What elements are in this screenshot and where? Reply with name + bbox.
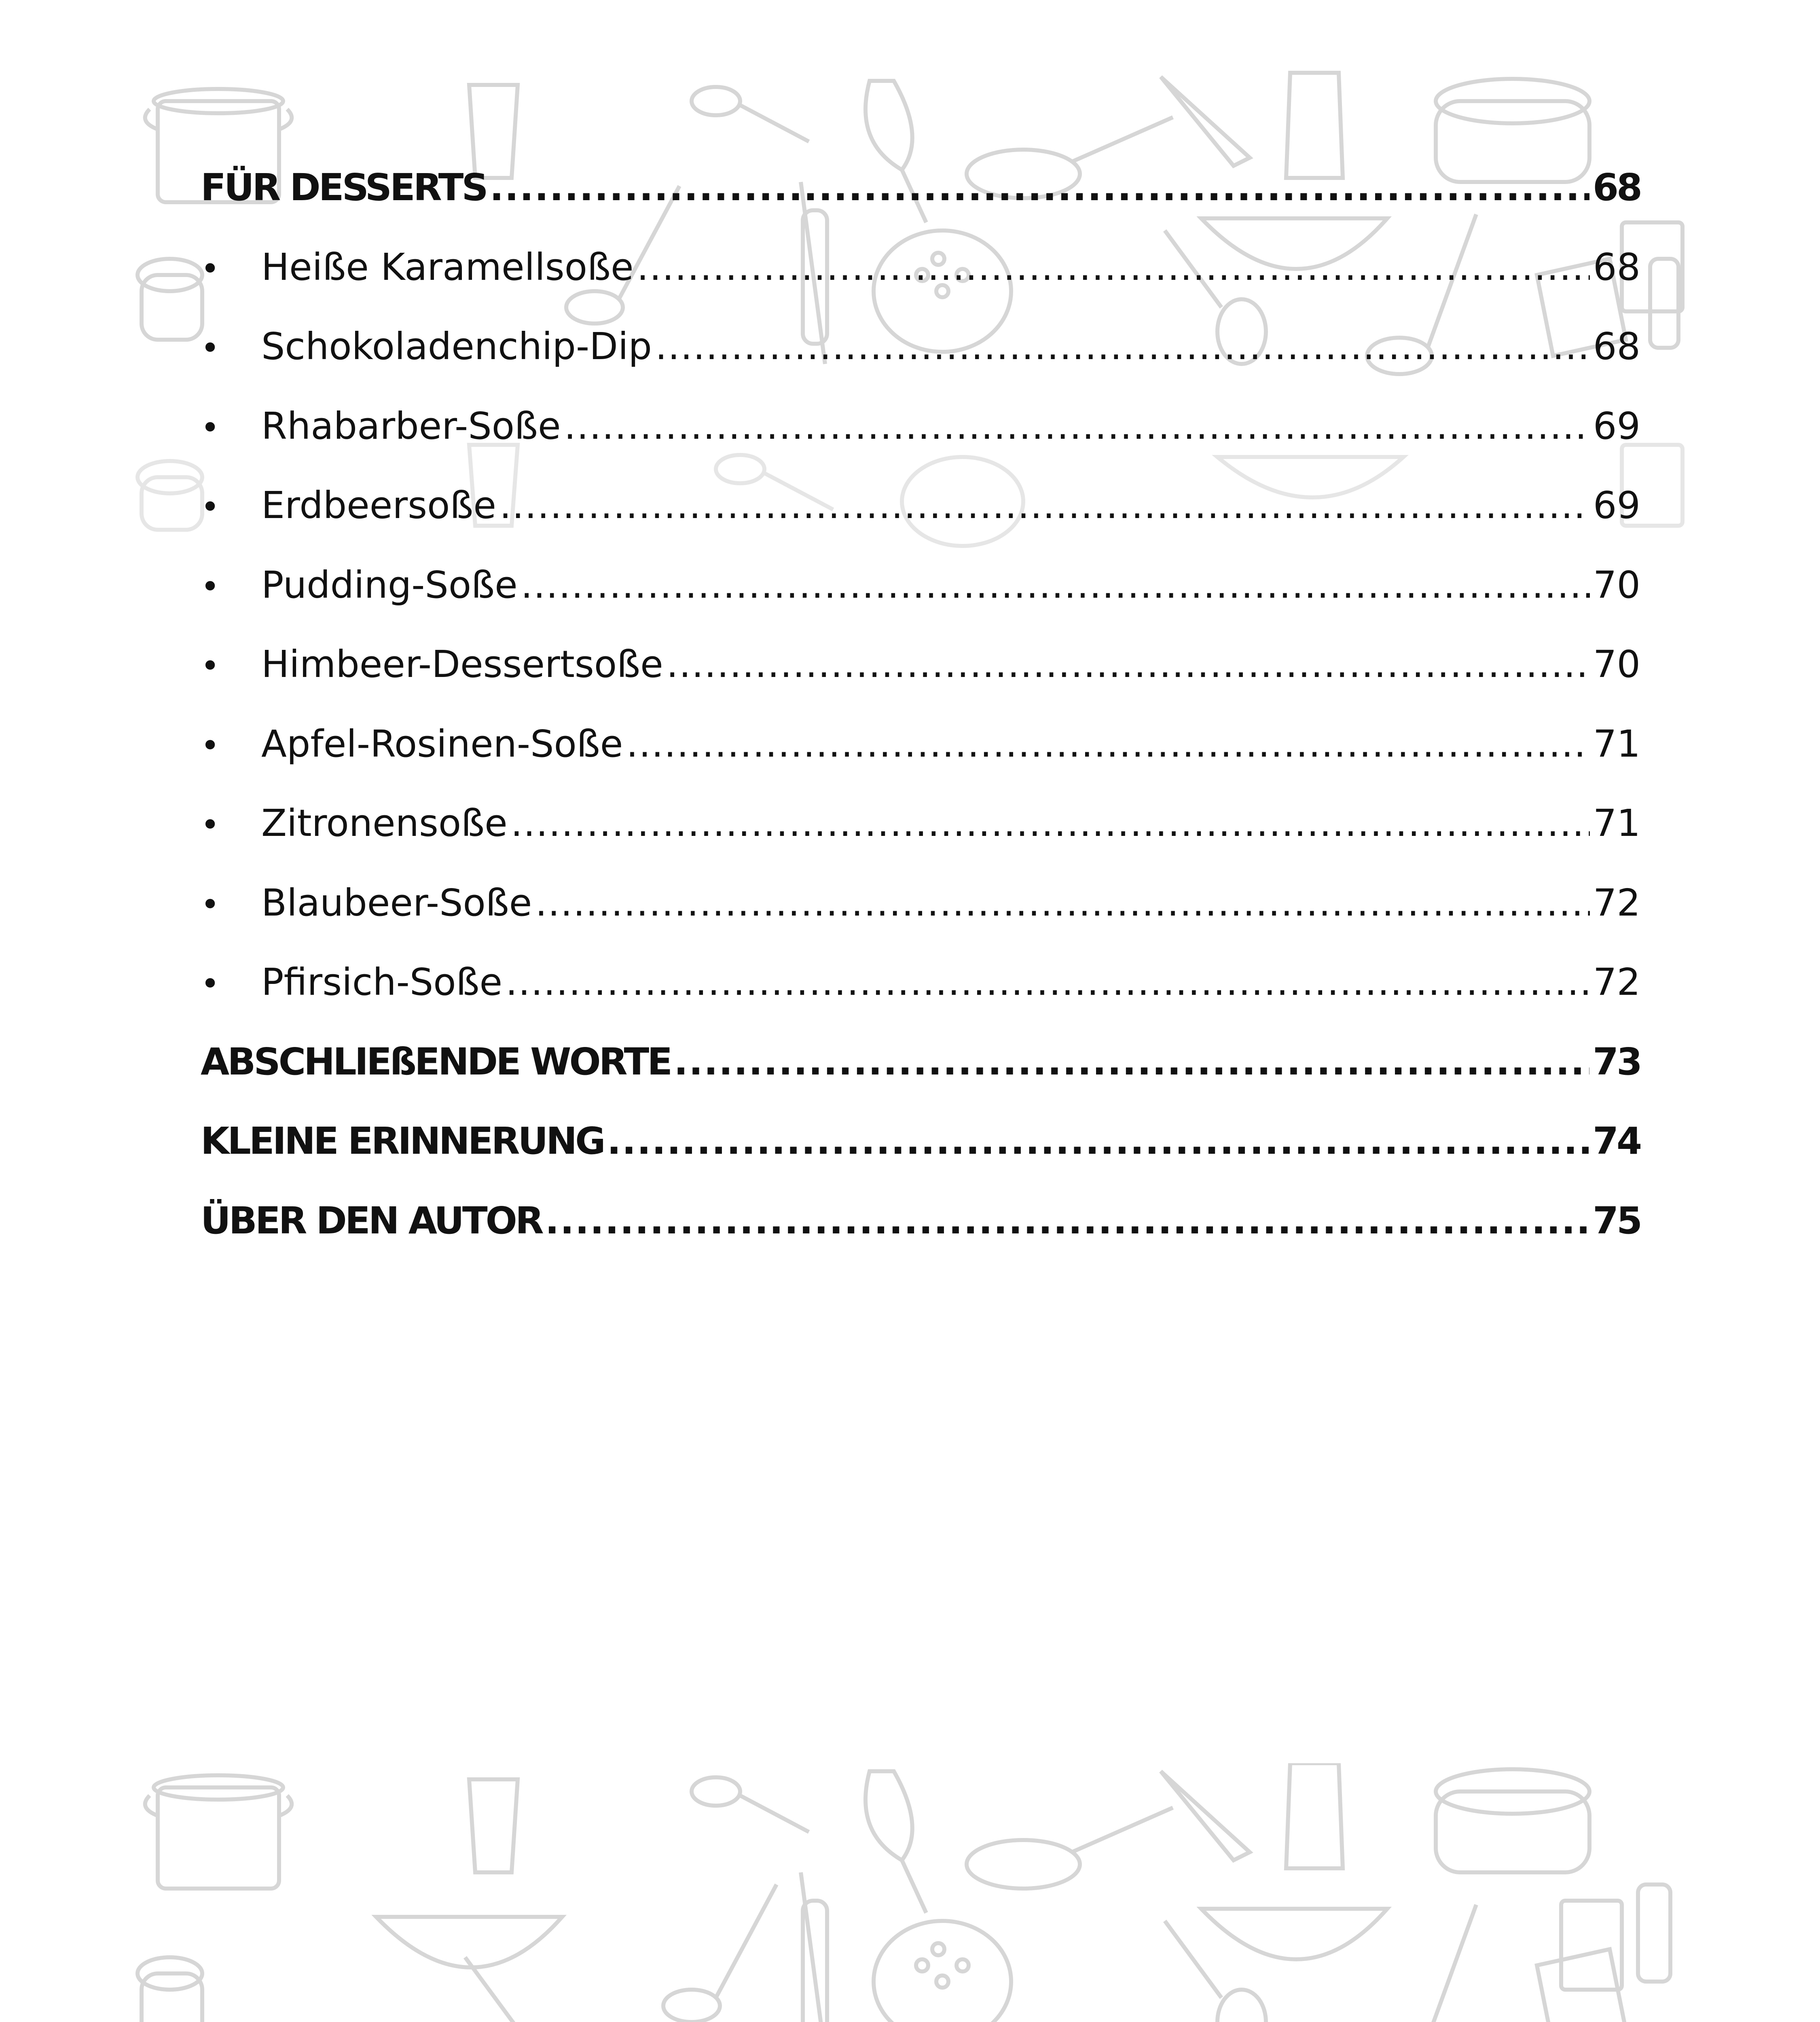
toc-dot-leader [637,245,1590,289]
toc-entry-title: Heiße Karamellsoße [261,245,634,289]
toc-page-number: 69 [1593,484,1640,527]
toc-dot-leader [521,563,1590,607]
toc-entry-title: ABSCHLIEßENDE WORTE [201,1040,671,1083]
toc-section-desserts[interactable] [201,166,1640,245]
toc-page-number: 72 [1593,960,1640,1004]
pot-icon [145,1775,292,1889]
bullet-icon: • [201,408,220,446]
toc-entry-title: Schokoladenchip-Dip [261,325,652,368]
toc-page-number: 70 [1593,563,1640,607]
toc-page-number: 69 [1593,404,1640,448]
toc-entry-title: Pfirsich-Soße [261,960,503,1004]
pot-icon [138,461,202,530]
jug-icon [1286,73,1343,178]
toc-item[interactable] [201,722,1640,802]
jug-icon [1286,1763,1343,1868]
toc-item[interactable] [201,325,1640,404]
skimmer-icon [1165,1921,1266,2022]
toc-item[interactable] [201,404,1640,484]
cloth-icon [1537,1949,1626,2022]
toc-dot-leader [626,722,1590,766]
toc-page-number: 73 [1592,1040,1640,1083]
bullet-icon: • [201,647,220,685]
bullet-icon: • [201,965,220,1003]
toc-entry-title: Blaubeer-Soße [261,881,532,924]
toc-entry-title: KLEINE ERINNERUNG [201,1119,604,1163]
toc-page-number: 71 [1593,722,1640,766]
toc-section-about-author[interactable] [201,1199,1640,1279]
pot-icon [138,259,202,340]
toc-page-number: 68 [1593,325,1640,368]
grater-icon [1638,1885,1670,1982]
ladle-icon [1367,1905,1476,2022]
toc-item[interactable] [201,643,1640,722]
toc-page-number: 68 [1593,245,1640,289]
rolling-pin-icon [801,1872,827,2022]
table-of-contents [201,166,1640,1278]
knife-icon [1161,1771,1250,1860]
toc-page-number: 71 [1593,802,1640,845]
toc-entry-title: ÜBER DEN AUTOR [201,1199,542,1242]
toc-entry-title: Erdbeersoße [261,484,496,527]
bullet-icon: • [201,806,220,844]
spoon-icon [692,87,809,142]
toc-item[interactable] [201,245,1640,325]
toc-entry-title: Zitronensoße [261,802,508,845]
bullet-icon: • [201,885,220,923]
toc-item[interactable] [201,881,1640,961]
glass-icon [469,85,518,178]
toc-section-closing-words[interactable] [201,1040,1640,1120]
toc-item[interactable] [201,563,1640,643]
bowl-icon [1201,1909,1387,1959]
toc-item[interactable] [201,802,1640,881]
toc-entry-title: Himbeer-Dessertsoße [261,643,663,686]
toc-entry-title: FÜR DESSERTS [201,166,487,209]
spoon-icon [692,1777,809,1832]
toc-page-number: 70 [1593,643,1640,686]
toc-item[interactable] [201,960,1640,1040]
bullet-icon: • [201,567,220,605]
toc-page-number: 68 [1592,166,1640,209]
toc-dot-leader [667,643,1590,686]
glass-icon [469,1779,518,1872]
kitchen-utensils-watermark-bottom [133,1763,1687,2022]
scale-icon [1561,1901,1622,1990]
toc-section-reminder[interactable] [201,1119,1640,1199]
toc-dot-leader [506,960,1590,1004]
toc-entry-title: Rhabarber-Soße [261,404,561,448]
toc-dot-leader [674,1040,1589,1083]
ladle-icon [663,1885,777,2022]
grater-icon [1650,259,1678,348]
toc-dot-leader [564,404,1590,448]
toc-entry-title: Apfel-Rosinen-Soße [261,722,623,766]
toc-dot-leader [607,1119,1589,1163]
toc-dot-leader [535,881,1590,924]
toc-dot-leader [545,1199,1589,1242]
bullet-icon: • [201,329,220,367]
colander-icon [874,1921,1011,2022]
cake-tin-icon [1436,1769,1589,1872]
toc-item[interactable] [201,484,1640,563]
bullet-icon: • [201,250,220,288]
bullet-icon: • [201,726,220,764]
toc-entry-title: Pudding-Soße [261,563,518,607]
bullet-icon: • [201,488,220,526]
toc-dot-leader [655,325,1590,368]
toc-page-number: 72 [1593,881,1640,924]
knife-icon [1161,77,1250,166]
toc-page-number: 75 [1592,1199,1640,1242]
toc-dot-leader [499,484,1590,527]
whisk-icon [866,1771,926,1913]
toc-dot-leader [490,166,1589,209]
toc-dot-leader [511,802,1590,845]
pot-icon [138,1957,202,2022]
toc-page-number: 74 [1592,1119,1640,1163]
pan-icon [967,1808,1173,1889]
